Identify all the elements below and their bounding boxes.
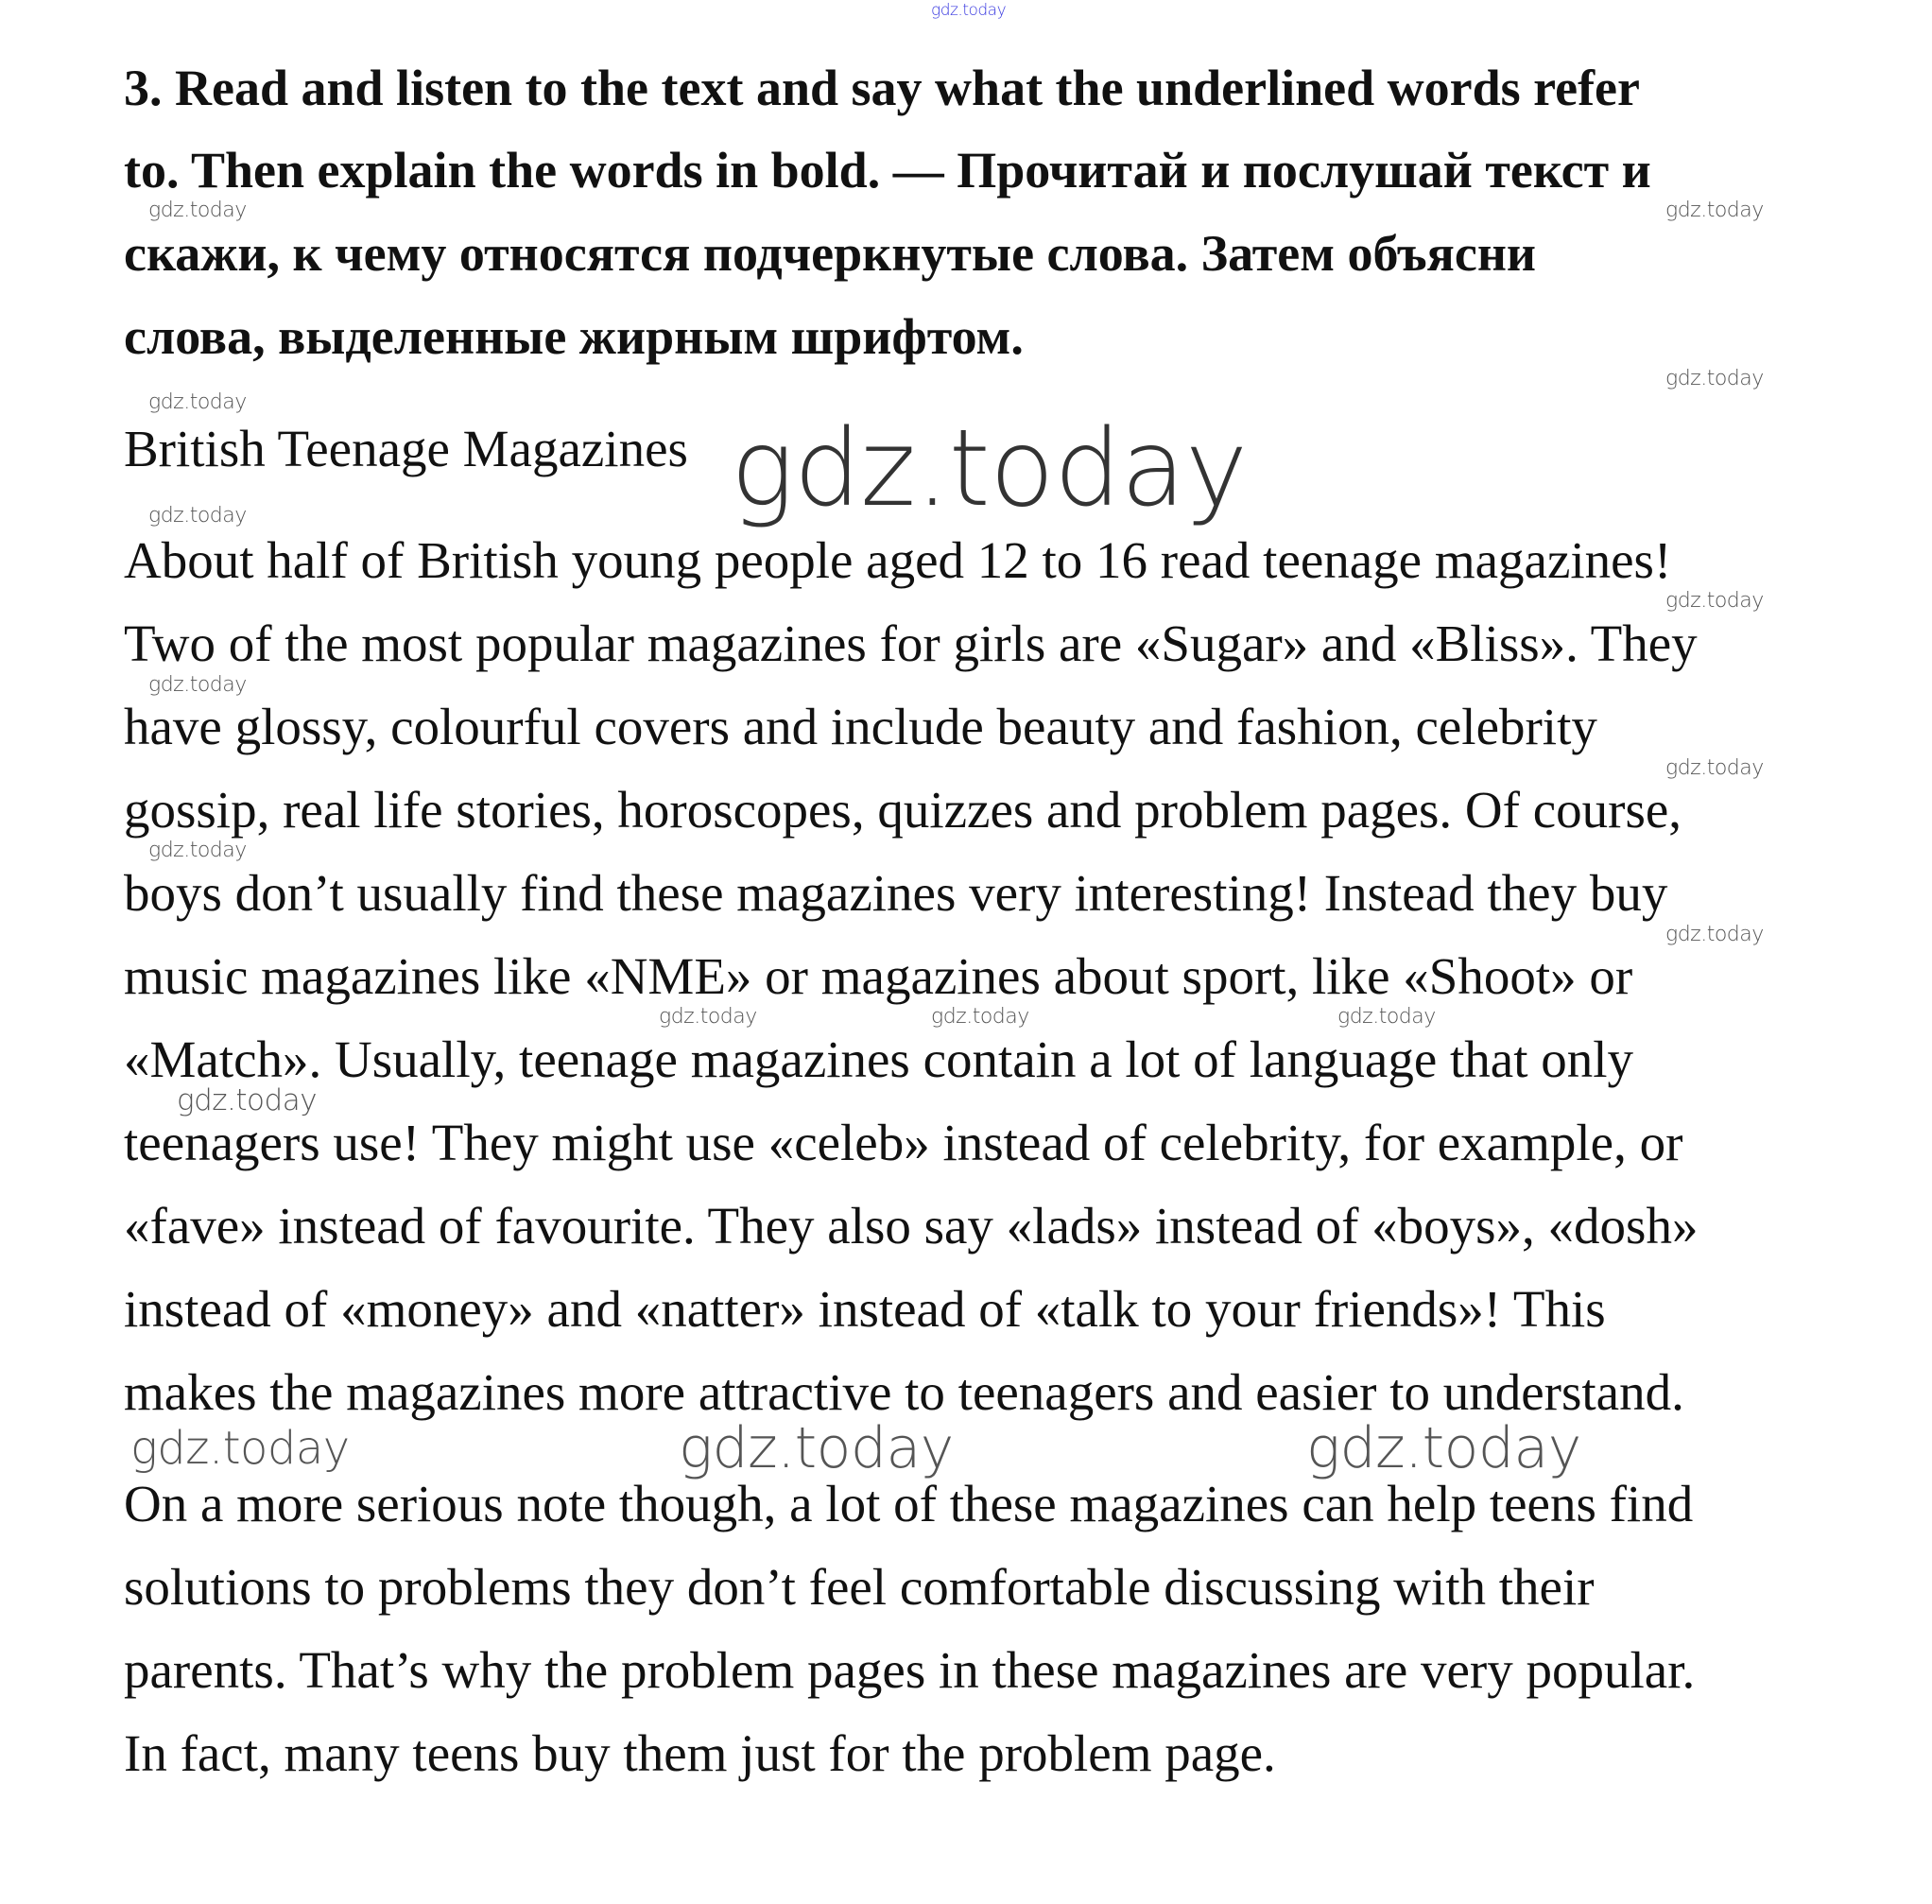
watermark: gdz.today	[148, 199, 247, 222]
watermark: gdz.today	[1665, 589, 1764, 613]
watermark: gdz.today	[177, 1083, 318, 1117]
paragraph-line: In fact, many teens buy them just for the problem page.	[124, 1724, 1276, 1782]
paragraph-line: Two of the most popular magazines for girls are «Sugar» and «Bliss». They	[124, 614, 1698, 672]
task-line: слова, выделенные жирным шрифтом.	[124, 308, 1024, 365]
task-line: скажи, к чему относятся подчеркнутые слова. Затем объясни	[124, 225, 1537, 282]
watermark: gdz.today	[148, 504, 247, 528]
watermark: gdz.today	[1665, 923, 1764, 946]
paragraph-line: gossip, real life stories, horoscopes, quizzes and problem pages. Of course,	[124, 781, 1682, 839]
task-line: 3. Read and listen to the text and say what the underlined words refer	[124, 60, 1640, 116]
watermark: gdz.today	[1306, 1415, 1581, 1481]
paragraph-line: «Match». Usually, teenage magazines contain a lot of language that only	[124, 1030, 1634, 1088]
paragraph-line: have glossy, colourful covers and include beauty and fashion, celebrity	[124, 698, 1597, 755]
paragraph-line: About half of British young people aged 12 to 16 read teenage magazines!	[124, 531, 1672, 589]
watermark: gdz.today	[731, 407, 1248, 530]
watermark: gdz.today	[1665, 367, 1764, 390]
paragraph-line: «fave» instead of favourite. They also say «lads» instead of «boys», «dosh»	[124, 1197, 1699, 1255]
watermark: gdz.today	[1665, 199, 1764, 222]
paragraph-line: On a more serious note though, a lot of these magazines can help teens find	[124, 1475, 1694, 1532]
paragraph-line: boys don’t usually find these magazines very interesting! Instead they buy	[124, 864, 1668, 922]
watermark: gdz.today	[148, 390, 247, 414]
paragraph-line: parents. That’s why the problem pages in these magazines are very popular.	[124, 1641, 1696, 1699]
paragraph-line: instead of «money» and «natter» instead of «talk to your friends»! This	[124, 1280, 1606, 1338]
watermark: gdz.today	[1665, 756, 1764, 780]
paragraph-line: solutions to problems they don’t feel comfortable discussing with their	[124, 1558, 1595, 1616]
watermark: gdz.today	[130, 1422, 350, 1475]
paragraph-line: music magazines like «NME» or magazines about sport, like «Shoot» or	[124, 947, 1633, 1005]
task-line: to. Then explain the words in bold. — Прочитай и послушай текст и	[124, 142, 1651, 199]
header-watermark: gdz.today	[931, 1, 1007, 20]
watermark: gdz.today	[679, 1415, 954, 1481]
watermark: gdz.today	[659, 1005, 757, 1029]
paragraph-line: teenagers use! They might use «celeb» instead of celebrity, for example, or	[124, 1114, 1683, 1171]
watermark: gdz.today	[148, 839, 247, 862]
watermark: gdz.today	[1337, 1005, 1436, 1029]
watermark: gdz.today	[931, 1005, 1029, 1029]
article-title: British Teenage Magazines	[124, 420, 688, 477]
paragraph-line: makes the magazines more attractive to teenagers and easier to understand.	[124, 1363, 1684, 1421]
watermark: gdz.today	[148, 673, 247, 697]
